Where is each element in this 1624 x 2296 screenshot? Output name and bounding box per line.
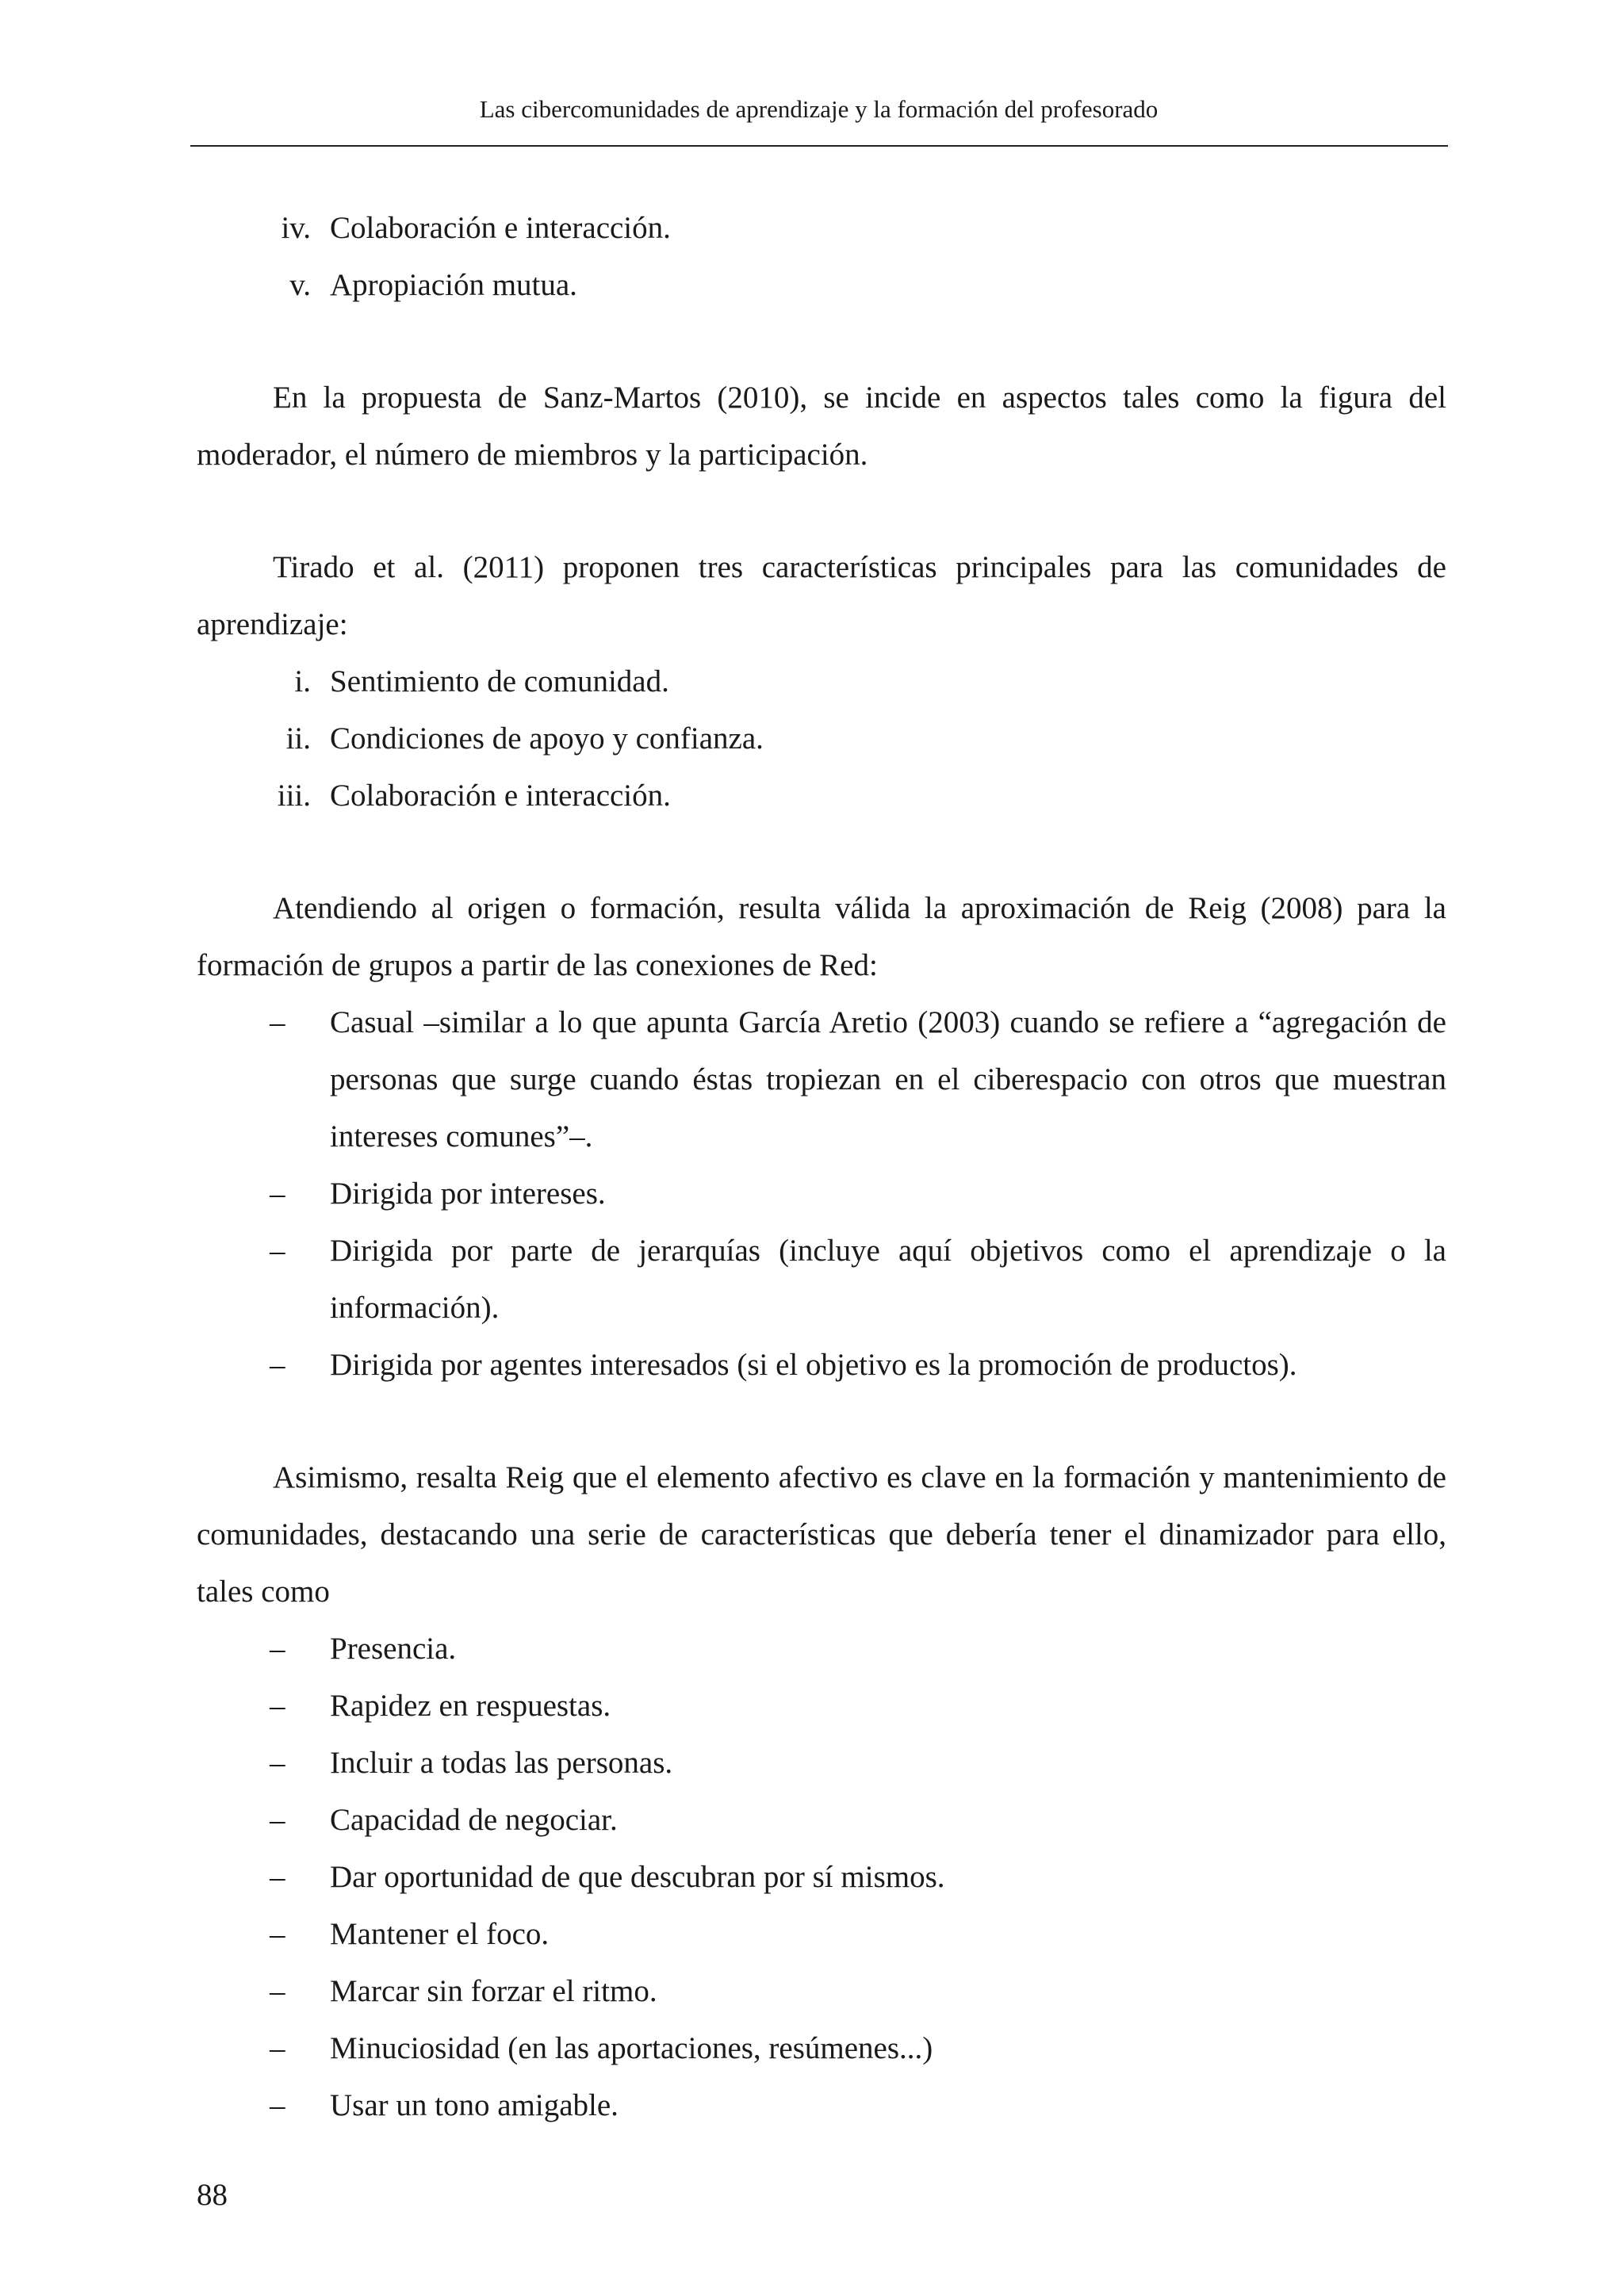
list-marker: – bbox=[270, 1860, 285, 1894]
list-marker: iii. bbox=[277, 779, 311, 813]
list-item-text: Incluir a todas las personas. bbox=[330, 1746, 673, 1780]
paragraph-reig-affective: Asimismo, resalta Reig que el elemento afectivo es clave en la formación y mantenimiento de comunidades, destacando una serie de características que debería tener el dinamizador para ello, tales como bbox=[197, 1460, 1446, 1609]
paragraph-gap bbox=[197, 314, 1446, 369]
list-item bbox=[197, 200, 1446, 257]
list-item bbox=[197, 1621, 1446, 1678]
list-item bbox=[197, 2077, 1446, 2134]
list-marker: – bbox=[270, 1689, 285, 1723]
list-item bbox=[197, 710, 1446, 767]
list-marker: – bbox=[270, 1974, 285, 2008]
list-item-text: Dirigida por intereses. bbox=[330, 1177, 606, 1211]
header-divider bbox=[190, 145, 1448, 147]
list-marker: – bbox=[270, 1803, 285, 1837]
list-marker: – bbox=[270, 1005, 285, 1039]
paragraph-tirado: Tirado et al. (2011) proponen tres características principales para las comunidades de aprendizaje: bbox=[197, 550, 1446, 641]
paragraph-gap bbox=[197, 825, 1446, 880]
page-body bbox=[197, 200, 1446, 2134]
list-item-text: Colaboración e interacción. bbox=[330, 779, 671, 813]
list-item bbox=[197, 1792, 1446, 1849]
list-marker: i. bbox=[294, 664, 311, 698]
list-item bbox=[197, 1165, 1446, 1223]
list-item bbox=[197, 1849, 1446, 1906]
list-item-text: Minuciosidad (en las aportaciones, resúmenes...) bbox=[330, 2031, 933, 2065]
list-item bbox=[197, 767, 1446, 825]
list-item bbox=[197, 1735, 1446, 1792]
list-marker: – bbox=[270, 2031, 285, 2065]
list-marker: – bbox=[270, 1177, 285, 1211]
list-marker: ii. bbox=[285, 721, 311, 756]
list-item-text: Dirigida por agentes interesados (si el objetivo es la promoción de productos). bbox=[330, 1348, 1297, 1382]
list-item-text: Capacidad de negociar. bbox=[330, 1803, 618, 1837]
list-item-text: Colaboración e interacción. bbox=[330, 211, 671, 245]
list-item-text: Condiciones de apoyo y confianza. bbox=[330, 721, 764, 756]
list-item-text: Rapidez en respuestas. bbox=[330, 1689, 611, 1723]
list-item-text: Casual –similar a lo que apunta García Aretio (2003) cuando se refiere a “agregación de personas que surge cuando éstas tropiezan en el ciberespacio con otros que muestran intereses comunes”–. bbox=[330, 1005, 1446, 1154]
paragraph-gap bbox=[197, 1394, 1446, 1449]
list-marker: iv. bbox=[281, 211, 311, 245]
list-item bbox=[197, 2020, 1446, 2077]
list-marker: – bbox=[270, 1632, 285, 1666]
paragraph-reig-origin: Atendiendo al origen o formación, resulta válida la aproximación de Reig (2008) para la formación de grupos a partir de las conexiones de Red: bbox=[197, 891, 1446, 982]
list-item-text: Sentimiento de comunidad. bbox=[330, 664, 669, 698]
running-header: Las cibercomunidades de aprendizaje y la formación del profesorado bbox=[479, 95, 1159, 123]
list-item bbox=[197, 1963, 1446, 2020]
list-item bbox=[197, 653, 1446, 710]
list-item-text: Dar oportunidad de que descubran por sí mismos. bbox=[330, 1860, 945, 1894]
list-marker: – bbox=[270, 1348, 285, 1382]
list-marker: v. bbox=[289, 268, 311, 302]
list-item bbox=[197, 1678, 1446, 1735]
list-item-text: Mantener el foco. bbox=[330, 1917, 550, 1951]
list-item-text: Apropiación mutua. bbox=[330, 268, 577, 302]
paragraph-sanz-martos: En la propuesta de Sanz-Martos (2010), se incide en aspectos tales como la figura del moderador, el número de miembros y la participación. bbox=[197, 381, 1446, 472]
list-marker: – bbox=[270, 2088, 285, 2122]
list-item bbox=[197, 1223, 1446, 1337]
list-item-text: Dirigida por parte de jerarquías (incluye aquí objetivos como el aprendizaje o la información). bbox=[330, 1234, 1446, 1325]
list-item bbox=[197, 1337, 1446, 1394]
list-item bbox=[197, 994, 1446, 1165]
paragraph-gap bbox=[197, 484, 1446, 539]
page-number: 88 bbox=[197, 2178, 228, 2212]
list-item bbox=[197, 1906, 1446, 1963]
list-item-text: Presencia. bbox=[330, 1632, 457, 1666]
list-marker: – bbox=[270, 1234, 285, 1268]
list-item-text: Usar un tono amigable. bbox=[330, 2088, 619, 2122]
list-item-text: Marcar sin forzar el ritmo. bbox=[330, 1974, 657, 2008]
list-marker: – bbox=[270, 1746, 285, 1780]
list-item bbox=[197, 257, 1446, 314]
list-marker: – bbox=[270, 1917, 285, 1951]
